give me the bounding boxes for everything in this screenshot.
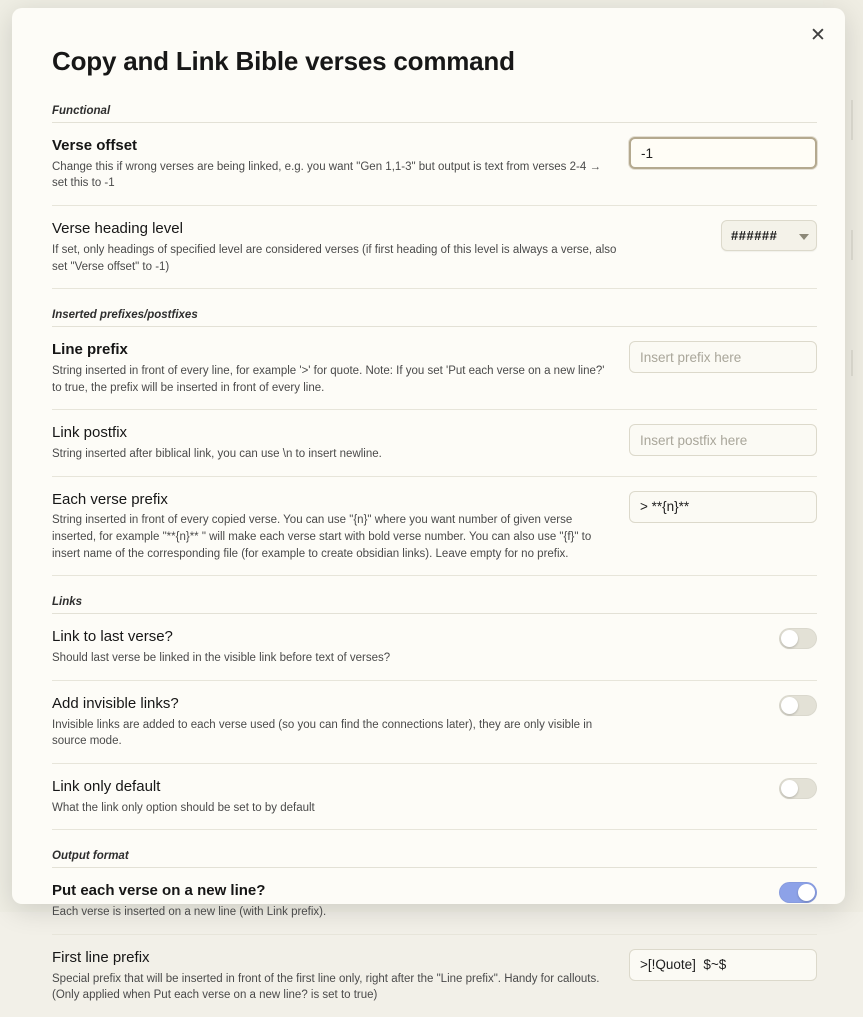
setting-link-postfix — [52, 410, 817, 476]
spacer — [52, 576, 817, 590]
background-scroll-hint-1 — [851, 100, 853, 140]
spacer — [52, 289, 817, 303]
setting-description: Invisible links are added to each verse used (so you can find the connections later), they are only visible in source mode. — [52, 718, 593, 748]
setting-control — [721, 220, 817, 251]
setting-info — [52, 695, 617, 750]
toggle-knob — [798, 884, 815, 901]
setting-description: String inserted in front of every copied verse. You can use "{n}" where you want number of given verse inserted, for example "**{n}** " will make each verse start with bold verse number. You can also use "{f}" to insert name of the corresponding file (for example to create obsidian links). Leave empty for no prefix. — [52, 514, 592, 560]
setting-control — [779, 695, 817, 716]
setting-link-only-default — [52, 764, 817, 830]
setting-info — [52, 882, 617, 920]
setting-description: String inserted in front of every line, for example '>' for quote. Note: If you set 'Put each verse on a new line?' to true, the prefix will be inserted in front of every line. — [52, 364, 605, 394]
setting-label: Each verse prefix — [52, 490, 168, 508]
setting-control — [629, 341, 817, 373]
chevron-down-icon — [799, 234, 809, 240]
setting-label: Link to last verse? — [52, 628, 173, 646]
setting-label: Add invisible links? — [52, 694, 179, 712]
background-scroll-hint-2 — [851, 230, 853, 260]
setting-label: Link only default — [52, 777, 161, 795]
setting-description: If set, only headings of specified level are considered verses (if first heading of this level is always a verse, also set "Verse offset" to -1) — [52, 243, 617, 273]
setting-label: Link postfix — [52, 424, 128, 442]
verse-heading-level-select[interactable] — [721, 220, 817, 251]
setting-control — [629, 949, 817, 981]
verse-offset-input[interactable] — [629, 137, 817, 169]
link-to-last-verse-toggle[interactable] — [779, 628, 817, 649]
setting-description: String inserted after biblical link, you can use \n to insert newline. — [52, 448, 382, 461]
setting-description: Special prefix that will be inserted in front of the first line only, right after the "Line prefix". Handy for callouts. (Only applied when Put each verse on a new line? is set to true) — [52, 972, 600, 1002]
setting-info — [52, 424, 611, 462]
setting-info — [52, 628, 617, 666]
link-postfix-input[interactable] — [629, 424, 817, 456]
setting-each-verse-prefix — [52, 477, 817, 577]
setting-label: Put each verse on a new line? — [52, 882, 266, 900]
each-verse-prefix-input[interactable] — [629, 491, 817, 523]
setting-label: Line prefix — [52, 341, 128, 359]
setting-line-prefix — [52, 327, 817, 410]
page-title: Copy and Link Bible verses command — [52, 46, 515, 76]
setting-info — [52, 341, 611, 396]
toggle-knob — [781, 697, 798, 714]
section-heading-prefixes: Inserted prefixes/postfixes — [52, 303, 817, 327]
setting-info — [52, 220, 617, 275]
setting-label: Verse offset — [52, 137, 138, 154]
toggle-knob — [781, 630, 798, 647]
setting-first-line-prefix — [52, 935, 817, 1017]
setting-info — [52, 137, 611, 192]
setting-info — [52, 949, 611, 1004]
link-only-default-toggle[interactable] — [779, 778, 817, 799]
setting-label: Verse heading level — [52, 220, 183, 238]
line-prefix-input[interactable] — [629, 341, 817, 373]
setting-info — [52, 778, 617, 816]
setting-add-invisible-links — [52, 681, 817, 764]
setting-verse-offset — [52, 123, 817, 206]
add-invisible-links-toggle[interactable] — [779, 695, 817, 716]
setting-info — [52, 491, 611, 563]
setting-control — [629, 137, 817, 169]
setting-label: First line prefix — [52, 948, 150, 966]
setting-description: What the link only option should be set to by default — [52, 801, 315, 814]
select-value: ###### — [731, 228, 778, 244]
setting-description: Each verse is inserted on a new line (with Link prefix). — [52, 906, 327, 919]
toggle-knob — [781, 780, 798, 797]
background-scroll-hint-3 — [851, 350, 853, 376]
setting-link-to-last-verse — [52, 614, 817, 680]
first-line-prefix-input[interactable] — [629, 949, 817, 981]
settings-modal — [12, 8, 845, 1002]
setting-verse-heading-level — [52, 206, 817, 289]
setting-control — [629, 424, 817, 456]
setting-control — [779, 778, 817, 799]
setting-control — [779, 882, 817, 903]
setting-control — [629, 491, 817, 523]
modal-content — [12, 8, 845, 1017]
section-heading-output-format: Output format — [52, 844, 817, 868]
setting-control — [779, 628, 817, 649]
setting-description: Should last verse be linked in the visible link before text of verses? — [52, 652, 391, 665]
section-heading-functional: Functional — [52, 99, 817, 123]
setting-description: Change this if wrong verses are being linked, e.g. you want "Gen 1,1-3" but output is text from verses 2-4 → set this to -1 — [52, 160, 601, 190]
section-heading-links: Links — [52, 590, 817, 614]
close-icon[interactable]: ✕ — [810, 24, 826, 46]
put-each-verse-new-line-toggle[interactable] — [779, 882, 817, 903]
setting-put-each-verse-new-line — [52, 868, 817, 934]
spacer — [52, 830, 817, 844]
